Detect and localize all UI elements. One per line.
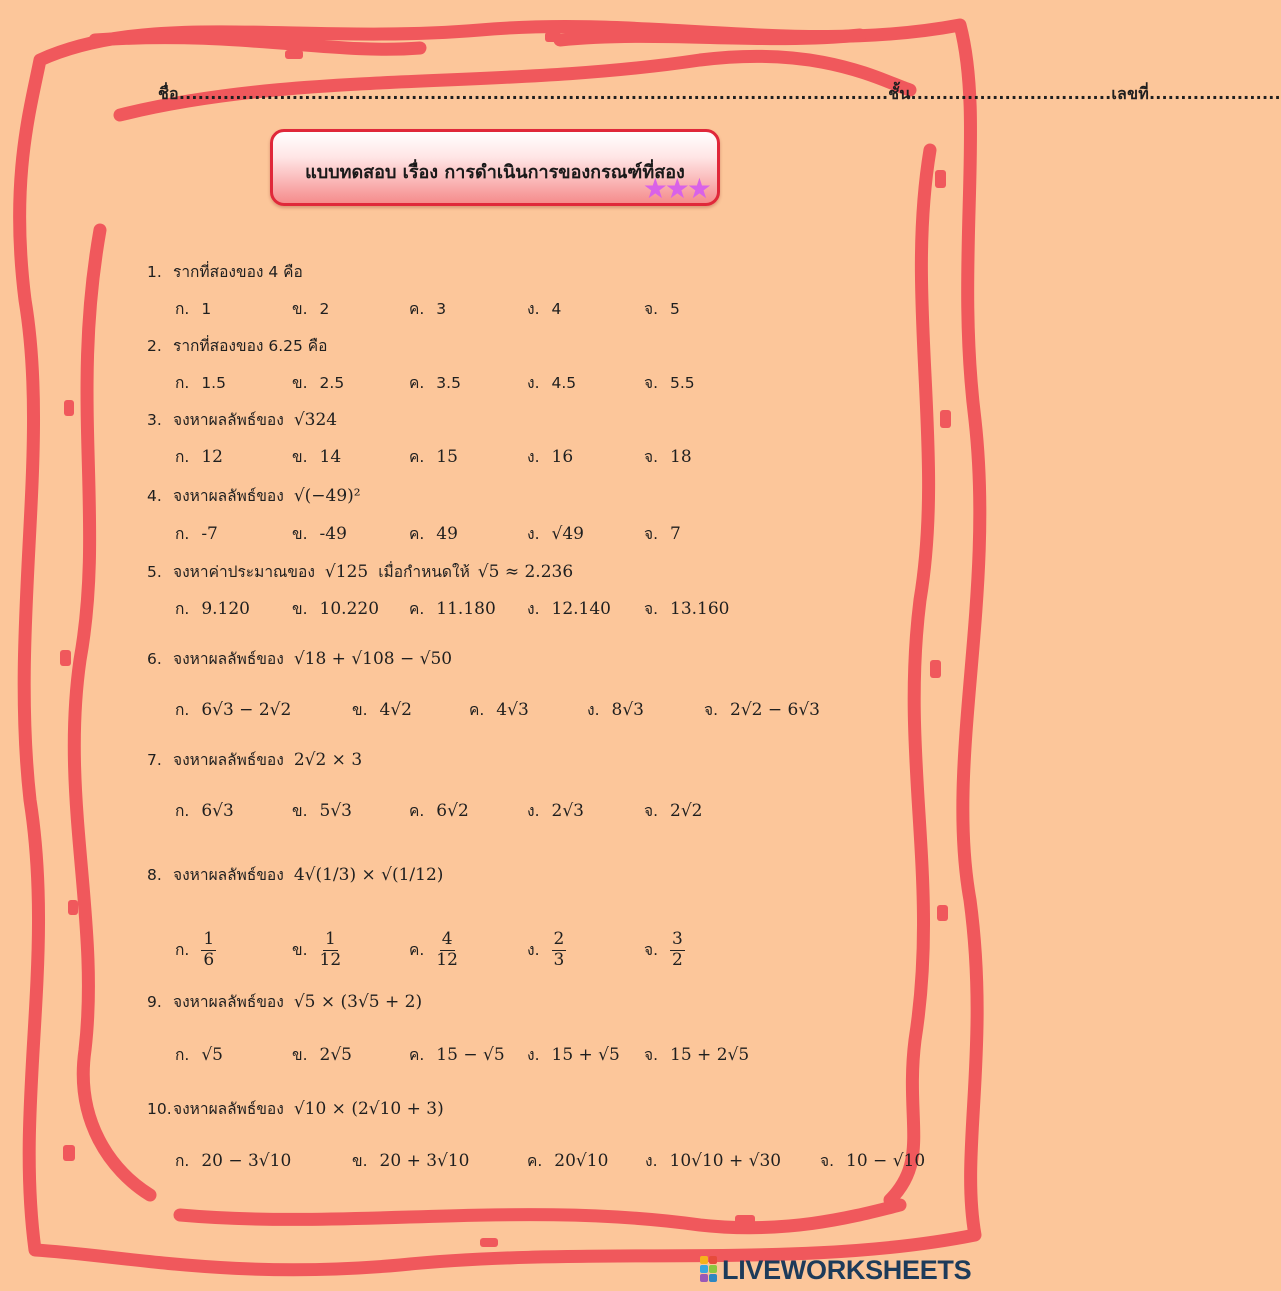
question-number: 6.	[147, 650, 162, 668]
answer-option[interactable]	[175, 1148, 291, 1173]
question-8	[147, 862, 443, 887]
title-box	[270, 129, 720, 206]
option-value: 49	[436, 524, 458, 544]
question-text: จงหาผลลัพธ์ของ	[173, 993, 284, 1011]
answer-option[interactable]	[175, 1042, 223, 1067]
option-label: ง.	[527, 600, 540, 618]
option-value: 15 + 2√5	[670, 1045, 750, 1065]
answer-option[interactable]	[352, 1148, 470, 1173]
option-label: ง.	[527, 802, 540, 820]
option-label: ข.	[292, 802, 308, 820]
option-value: 2	[319, 300, 330, 318]
option-value: 16	[551, 447, 574, 467]
question-number: 2.	[147, 337, 162, 355]
answer-option[interactable]	[527, 444, 573, 469]
option-value: 13.160	[670, 599, 730, 619]
option-label: ก.	[175, 300, 190, 318]
liveworksheets-wordmark: LIVEWORKSHEETS	[722, 1254, 972, 1285]
question-condition-text: เมื่อกำหนดให้	[378, 563, 470, 581]
option-label: ข.	[352, 1152, 368, 1170]
option-value: 1.5	[201, 374, 226, 392]
answer-option[interactable]	[409, 370, 461, 395]
option-value: 15 + √5	[551, 1045, 620, 1065]
answer-option[interactable]	[175, 370, 226, 395]
question-text: จงหาผลลัพธ์ของ	[173, 751, 284, 769]
option-value: 2√5	[319, 1045, 352, 1065]
option-value: 6√2	[436, 801, 469, 821]
answer-option[interactable]	[409, 444, 458, 469]
option-value: -49	[319, 524, 347, 544]
question-expression: √324	[293, 410, 338, 430]
worksheet-title: แบบทดสอบ เรื่อง การดำเนินการของกรณฑ์ที่สอง	[305, 162, 685, 183]
answer-option[interactable]	[292, 798, 352, 823]
option-value: 6√3	[201, 801, 234, 821]
question-7	[147, 747, 362, 772]
fraction-numerator: 1	[203, 929, 215, 949]
fraction-denominator: 3	[553, 949, 565, 970]
option-label: ค.	[409, 448, 425, 466]
answer-option[interactable]	[644, 798, 702, 823]
question-3	[147, 407, 337, 432]
option-value: 20√10	[554, 1151, 609, 1171]
option-label: ง.	[527, 300, 540, 318]
question-text: จงหาผลลัพธ์ของ	[173, 650, 284, 668]
question-number: 5.	[147, 563, 162, 581]
option-value: 4.5	[551, 374, 577, 392]
answer-option[interactable]	[527, 370, 576, 395]
option-value: 10 − √10	[846, 1151, 926, 1171]
option-label: ข.	[292, 448, 308, 466]
answer-option[interactable]	[645, 1148, 781, 1173]
option-value: 4	[551, 300, 562, 318]
option-label: ก.	[175, 525, 190, 543]
option-label: ง.	[527, 940, 540, 959]
answer-option[interactable]	[292, 596, 379, 621]
answer-option[interactable]	[409, 296, 446, 321]
option-label: ก.	[175, 940, 190, 959]
question-number: 3.	[147, 411, 162, 429]
option-value: 5	[670, 300, 680, 318]
liveworksheets-logo	[700, 1254, 971, 1286]
answer-option[interactable]	[175, 798, 234, 823]
option-label: ข.	[292, 374, 308, 392]
option-label: ค.	[409, 374, 425, 392]
fraction-numerator: 4	[441, 929, 453, 949]
question-expression: 2√2 × 3	[293, 750, 363, 770]
option-label: ค.	[409, 300, 425, 318]
answer-option[interactable]	[644, 596, 730, 621]
option-value: 20 + 3√10	[379, 1151, 470, 1171]
question-text: จงหาผลลัพธ์ของ	[173, 1100, 284, 1118]
option-label: ค.	[409, 525, 425, 543]
option-value: 15 − √5	[436, 1045, 505, 1065]
option-value: 10.220	[319, 599, 380, 619]
answer-option[interactable]	[527, 596, 611, 621]
option-label: ก.	[175, 1046, 190, 1064]
answer-option[interactable]	[587, 697, 644, 722]
option-value: 15	[436, 447, 458, 467]
option-label: ง.	[645, 1152, 658, 1170]
option-label: ก.	[175, 1152, 190, 1170]
option-value: √49	[551, 524, 584, 544]
fraction-numerator: 1	[324, 929, 336, 949]
answer-option[interactable]	[644, 930, 685, 970]
fraction-denominator: 2	[672, 949, 683, 970]
option-value: 6√3 − 2√2	[201, 700, 292, 720]
option-label: จ.	[644, 525, 659, 543]
option-label: จ.	[644, 600, 659, 618]
answer-option[interactable]	[175, 930, 216, 970]
option-value: 12	[201, 447, 223, 467]
answer-option[interactable]	[527, 1042, 620, 1067]
answer-option[interactable]	[175, 596, 250, 621]
option-value: 5√3	[319, 801, 352, 821]
option-value: 3.5	[436, 374, 461, 392]
question-text: จงหาผลลัพธ์ของ	[173, 487, 284, 505]
option-value: 18	[670, 447, 692, 467]
option-label: ง.	[527, 1046, 540, 1064]
answer-option[interactable]	[409, 596, 496, 621]
question-number: 7.	[147, 751, 162, 769]
fraction-denominator: 12	[319, 949, 342, 970]
option-fraction	[670, 930, 685, 970]
question-text: จงหาผลลัพธ์ของ	[173, 866, 284, 884]
option-label: จ.	[704, 701, 719, 719]
option-label: ข.	[292, 600, 308, 618]
answer-option[interactable]	[527, 930, 566, 970]
question-number: 4.	[147, 487, 162, 505]
question-text: จงหาผลลัพธ์ของ	[173, 411, 284, 429]
answer-option[interactable]	[527, 521, 584, 546]
answer-option[interactable]	[527, 1148, 608, 1173]
option-label: ข.	[352, 701, 368, 719]
answer-option[interactable]	[409, 798, 469, 823]
question-1	[147, 259, 303, 284]
option-value: 4√2	[379, 700, 412, 720]
answer-option[interactable]	[409, 521, 458, 546]
star-decoration-icon: ★★★	[642, 172, 709, 205]
option-label: ง.	[527, 448, 540, 466]
fraction-numerator: 2	[553, 929, 565, 949]
option-label: ง.	[587, 701, 600, 719]
fraction-denominator: 6	[203, 949, 215, 970]
option-value: 7	[670, 524, 681, 544]
question-number: 1.	[147, 263, 162, 281]
option-value: 10√10 + √30	[669, 1151, 782, 1171]
option-fraction	[201, 930, 216, 970]
option-value: 4√3	[496, 700, 529, 720]
option-value: 3	[436, 300, 447, 318]
option-label: ข.	[292, 300, 308, 318]
option-label: ค.	[409, 1046, 425, 1064]
option-value: 8√3	[611, 700, 644, 720]
option-label: ก.	[175, 701, 190, 719]
option-label: ก.	[175, 374, 190, 392]
option-label: ค.	[409, 940, 425, 959]
question-4	[147, 483, 361, 508]
answer-option[interactable]	[527, 798, 584, 823]
question-text: รากที่สองของ 6.25 คือ	[173, 337, 328, 355]
option-label: ก.	[175, 802, 190, 820]
answer-option[interactable]	[175, 521, 218, 546]
option-value: 2√2	[670, 801, 703, 821]
option-label: ข.	[292, 525, 308, 543]
question-expression: √(−49)²	[293, 486, 361, 506]
answer-option[interactable]	[644, 370, 695, 395]
option-value: 5.5	[670, 374, 695, 392]
option-value: 2.5	[319, 374, 345, 392]
option-label: จ.	[820, 1152, 835, 1170]
option-label: จ.	[644, 1046, 659, 1064]
option-fraction	[436, 930, 458, 970]
fraction-numerator: 3	[672, 929, 683, 949]
option-label: ก.	[175, 600, 190, 618]
question-2	[147, 333, 328, 358]
question-6	[147, 646, 452, 671]
option-label: ง.	[527, 374, 540, 392]
student-info-line: ชื่อ.................................................................................................................ชั้น................................เลขที่.....................	[158, 84, 1281, 103]
question-number: 9.	[147, 993, 162, 1011]
question-expression: √18 + √108 − √50	[293, 649, 453, 669]
option-label: จ.	[644, 374, 659, 392]
option-label: ง.	[527, 525, 540, 543]
answer-option[interactable]	[527, 296, 561, 321]
option-fraction	[320, 930, 342, 970]
option-label: จ.	[644, 300, 659, 318]
option-label: จ.	[644, 448, 659, 466]
liveworksheets-logo-icon	[700, 1256, 718, 1284]
answer-option[interactable]	[175, 444, 223, 469]
option-value: 14	[319, 447, 342, 467]
answer-option[interactable]	[409, 930, 458, 970]
question-text: จงหาค่าประมาณของ	[173, 563, 315, 581]
answer-option[interactable]	[644, 1042, 749, 1067]
option-label: ก.	[175, 448, 190, 466]
answer-option[interactable]	[644, 521, 681, 546]
option-label: ค.	[469, 701, 485, 719]
question-number: 8.	[147, 866, 162, 884]
fraction-denominator: 12	[436, 949, 458, 970]
option-label: จ.	[644, 940, 659, 959]
answer-option[interactable]	[175, 296, 211, 321]
question-expression: √5 × (3√5 + 2)	[293, 992, 423, 1012]
question-expression: √10 × (2√10 + 3)	[293, 1099, 444, 1119]
option-value: 20 − 3√10	[201, 1151, 292, 1171]
question-expression: √125	[324, 562, 369, 582]
answer-option[interactable]	[704, 697, 820, 722]
option-value: 2√3	[551, 801, 584, 821]
question-5	[147, 559, 573, 584]
answer-option[interactable]	[352, 697, 412, 722]
option-label: ค.	[409, 600, 425, 618]
option-value: 2√2 − 6√3	[730, 700, 820, 720]
question-text: รากที่สองของ 4 คือ	[173, 263, 303, 281]
option-value: √5	[201, 1045, 223, 1065]
answer-option[interactable]	[292, 930, 341, 970]
option-label: ค.	[527, 1152, 543, 1170]
answer-option[interactable]	[292, 296, 329, 321]
option-value: 11.180	[436, 599, 496, 619]
option-value: -7	[201, 524, 218, 544]
question-expression: 4√(1/3) × √(1/12)	[293, 865, 444, 885]
option-value: 1	[201, 300, 212, 318]
answer-option[interactable]	[820, 1148, 925, 1173]
question-9	[147, 989, 422, 1014]
option-label: ข.	[292, 1046, 308, 1064]
option-fraction	[552, 930, 567, 970]
question-number: 10.	[147, 1100, 172, 1118]
answer-option[interactable]	[644, 296, 680, 321]
answer-option[interactable]	[409, 1042, 505, 1067]
answer-option[interactable]	[292, 521, 347, 546]
question-10	[147, 1096, 444, 1121]
option-value: 9.120	[201, 599, 250, 619]
answer-option[interactable]	[292, 1042, 352, 1067]
option-label: ข.	[292, 940, 308, 959]
option-label: จ.	[644, 802, 659, 820]
answer-option[interactable]	[292, 444, 341, 469]
answer-option[interactable]	[175, 697, 291, 722]
answer-option[interactable]	[644, 444, 692, 469]
question-condition-expression: √5 ≈ 2.236	[477, 562, 574, 582]
answer-option[interactable]	[469, 697, 529, 722]
option-value: 12.140	[551, 599, 611, 619]
answer-option[interactable]	[292, 370, 344, 395]
option-label: ค.	[409, 802, 425, 820]
